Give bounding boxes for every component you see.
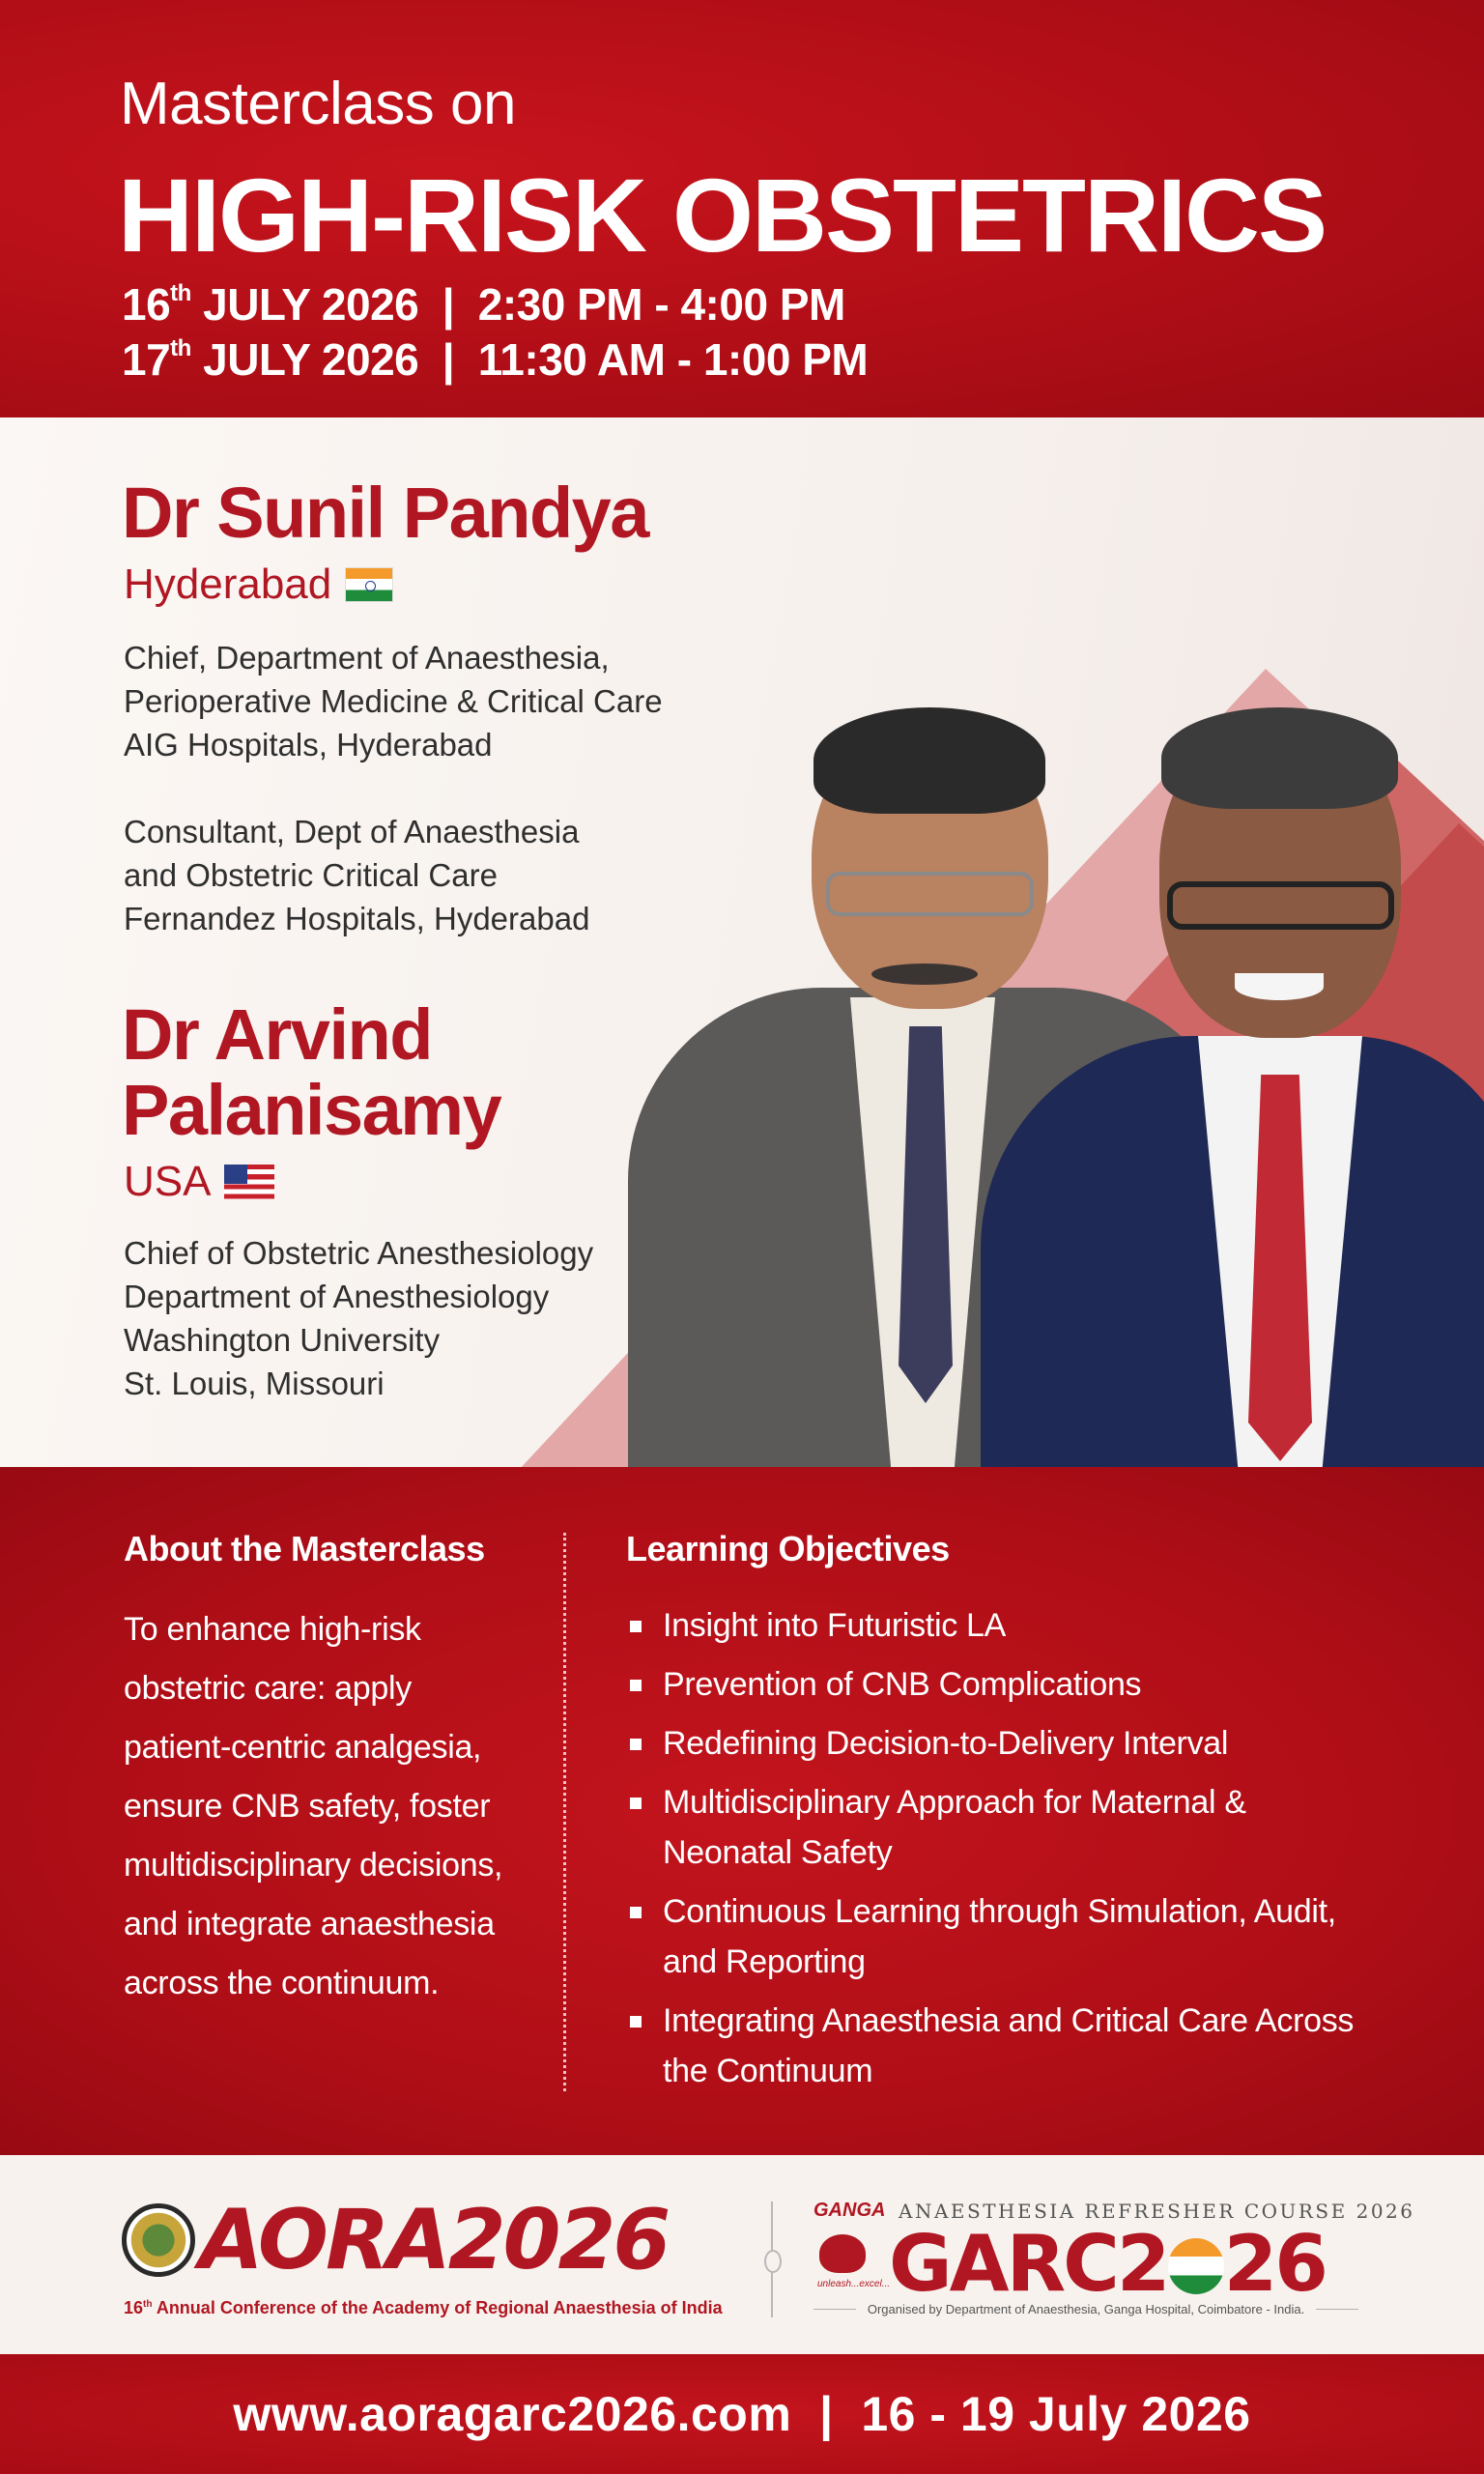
masterclass-title: HIGH-RISK OBSTETRICS [118,157,1327,273]
rule [813,2309,856,2310]
about-line: across the continuum. [124,1965,440,2001]
bullet-icon [630,1907,642,1918]
role-line: Fernandez Hospitals, Hyderabad [124,901,590,936]
bullet-icon [630,2016,642,2028]
objective-item [626,1996,1380,2096]
session-2-suffix: th [170,335,191,361]
about-heading: About the Masterclass [124,1529,485,1568]
aora-subtitle-text: Annual Conference of the Academy of Regional Anaesthesia of India [152,2298,723,2317]
session-2-day: 17 [122,334,171,385]
website-and-dates: www.aoragarc2026.com | 16 - 19 July 2026 [233,2387,1251,2441]
speaker-2-country: USA [124,1158,212,1205]
bullet-icon [630,1680,642,1691]
speaker-2-hair [1161,707,1398,809]
speaker-1-hair [813,707,1045,814]
speaker-2-smile [1235,973,1324,1000]
rule [1316,2309,1358,2310]
speaker-1-location [124,561,393,609]
speaker-2-location [124,1158,274,1206]
role-line: Chief, Department of Anaesthesia, [124,640,610,676]
logos-band [0,2155,1484,2354]
speaker-2-name-line-2: Palanisamy [122,1070,501,1150]
session-2-time: JULY 2026 | 11:30 AM - 1:00 PM [190,334,869,385]
objective-item [626,1718,1380,1769]
role-line: AIG Hospitals, Hyderabad [124,727,493,762]
objective-line: Redefining Decision-to-Delivery Interval [663,1725,1229,1762]
bullet-icon [630,1621,642,1632]
footer-bar [0,2354,1484,2474]
speaker-2-role [124,1231,593,1405]
about-line: To enhance high-risk [124,1611,421,1648]
bullet-icon [630,1739,642,1750]
ganga-logo: GANGA [813,2200,886,2221]
garc-tagline: unleash...excel... [817,2279,891,2289]
dotted-divider [563,1533,566,2091]
garc-emblem-icon [819,2234,866,2273]
objective-line: Insight into Futuristic LA [663,1607,1007,1644]
speakers-panel [0,417,1484,1467]
speaker-1-role-1 [124,636,663,766]
speaker-1-moustache [871,964,978,985]
role-line: Perioperative Medicine & Critical Care [124,683,663,719]
organised-text: Organised by Department of Anaesthesia, Ganga Hospital, Coimbatore - India. [867,2302,1305,2316]
objectives-heading: Learning Objectives [626,1529,950,1568]
session-1-suffix: th [170,280,191,306]
about-line: and integrate anaesthesia [124,1906,495,1942]
session-1-time: JULY 2026 | 2:30 PM - 4:00 PM [190,279,845,330]
garc-logo-right: 26 [1223,2219,1326,2309]
role-line: Consultant, Dept of Anaesthesia [124,814,580,849]
objective-item [626,1659,1380,1710]
objective-line: Integrating Anaesthesia and Critical Care Across [663,2002,1355,2039]
objective-item [626,1600,1380,1651]
aora-ordinal: 16 [124,2298,144,2317]
objectives-list [626,1600,1380,2105]
about-line: multidisciplinary decisions, [124,1847,503,1884]
objective-line: and Reporting [663,1943,866,1980]
india-flag-zero-icon [1168,2238,1224,2294]
role-line: Department of Anesthesiology [124,1279,550,1314]
aora-subtitle [124,2298,723,2318]
role-line: and Obstetric Critical Care [124,857,498,893]
about-section [0,1467,1484,2155]
bullet-icon [630,1798,642,1809]
session-date-2 [122,333,868,386]
role-line: Chief of Obstetric Anesthesiology [124,1235,594,1271]
organised-by [813,2302,1358,2316]
about-text [124,1600,529,2013]
speaker-1-role-2 [124,810,589,940]
speaker-1-name: Dr Sunil Pandya [122,473,648,553]
objective-item [626,1777,1380,1878]
session-date-1 [122,278,845,331]
speaker-2-name [122,994,501,1150]
role-line: St. Louis, Missouri [124,1366,385,1401]
usa-flag-icon [224,1165,274,1199]
garc-logo-left: GARC2 [889,2219,1168,2309]
objective-line: Continuous Learning through Simulation, Audit, [663,1893,1336,1930]
objective-line: the Continuum [663,2053,873,2089]
objective-line: Multidisciplinary Approach for Maternal & [663,1784,1246,1821]
about-line: patient-centric analgesia, [124,1729,482,1766]
about-line: obstetric care: apply [124,1670,412,1707]
logo-divider [771,2201,773,2317]
refresher-course-title: ANAESTHESIA REFRESHER COURSE 2026 [899,2200,1415,2223]
header-banner [0,0,1484,417]
india-flag-icon [345,567,393,602]
about-line: ensure CNB safety, foster [124,1788,491,1825]
aora-ordinal-suffix: th [143,2299,153,2310]
objective-line: Neonatal Safety [663,1834,893,1871]
speaker-2-glasses [1167,881,1394,930]
masterclass-pretitle: Masterclass on [120,71,516,137]
speaker-1-glasses [826,872,1034,916]
objective-item [626,1886,1380,1987]
objective-line: Prevention of CNB Complications [663,1666,1142,1703]
aora-seal-icon [122,2203,195,2277]
session-1-day: 16 [122,279,171,330]
garc-logo [889,2219,1326,2309]
role-line: Washington University [124,1322,441,1358]
aora-logo: AORA2026 [199,2192,669,2288]
speaker-1-city: Hyderabad [124,561,332,608]
speaker-2-name-line-1: Dr Arvind [122,994,432,1075]
